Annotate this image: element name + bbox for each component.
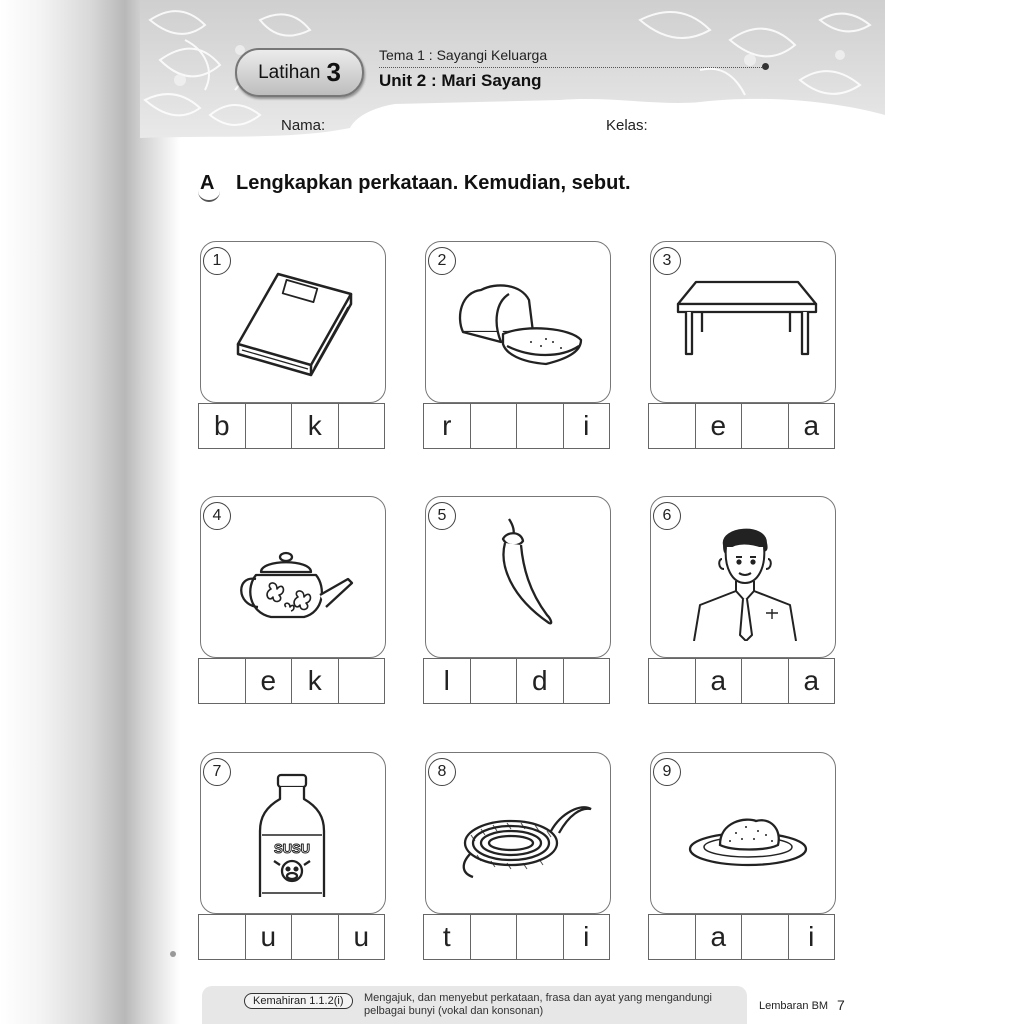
rope-icon xyxy=(441,773,595,897)
letter-box[interactable]: r xyxy=(424,404,471,448)
letter-box[interactable]: b xyxy=(199,404,246,448)
skill-code: Kemahiran 1.1.2(i) xyxy=(244,993,353,1009)
milk-bottle-icon xyxy=(216,773,370,897)
worksheet-page xyxy=(140,0,885,1024)
letter-box[interactable]: i xyxy=(808,921,815,952)
book-spine-shadow xyxy=(0,0,140,1024)
letter-box[interactable]: i xyxy=(583,410,590,441)
letter-boxes xyxy=(423,403,610,449)
letter-box[interactable] xyxy=(742,915,789,959)
letter-box[interactable] xyxy=(339,659,385,703)
item-number: 7 xyxy=(203,758,231,786)
letter-box[interactable] xyxy=(199,659,246,703)
section-swoosh xyxy=(198,190,220,202)
item-number: 8 xyxy=(428,758,456,786)
header-dot xyxy=(762,63,769,70)
class-label: Kelas: xyxy=(606,117,648,134)
letter-box[interactable] xyxy=(564,659,610,703)
item-card xyxy=(425,496,611,658)
book-icon xyxy=(216,262,370,386)
letter-box[interactable]: e xyxy=(696,404,743,448)
item-number: 6 xyxy=(653,502,681,530)
letter-box[interactable]: i xyxy=(583,921,590,952)
latihan-label: Latihan xyxy=(258,61,321,83)
letter-boxes xyxy=(198,658,385,704)
section-letter: A xyxy=(200,172,215,194)
item-card xyxy=(650,496,836,658)
item-number: 2 xyxy=(428,247,456,275)
letter-boxes xyxy=(198,914,385,960)
item-number: 9 xyxy=(653,758,681,786)
letter-box[interactable] xyxy=(292,915,339,959)
letter-box[interactable] xyxy=(199,915,246,959)
letter-box[interactable]: d xyxy=(517,659,564,703)
letter-box[interactable]: u xyxy=(246,915,293,959)
letter-box[interactable]: k xyxy=(292,659,339,703)
letter-boxes xyxy=(648,658,835,704)
letter-box[interactable]: t xyxy=(424,915,471,959)
milk-label: SUSU xyxy=(273,841,311,856)
letter-box[interactable] xyxy=(246,404,293,448)
theme-title: Tema 1 : Sayangi Keluarga xyxy=(379,47,548,63)
item-card xyxy=(425,752,611,914)
letter-box[interactable] xyxy=(742,659,789,703)
latihan-number: 3 xyxy=(326,57,341,87)
item-card xyxy=(425,241,611,403)
letter-box[interactable]: a xyxy=(696,915,743,959)
letter-box[interactable]: a xyxy=(696,659,743,703)
letter-box[interactable]: k xyxy=(292,404,339,448)
letter-box[interactable] xyxy=(649,404,696,448)
item-number: 3 xyxy=(653,247,681,275)
item-card xyxy=(200,496,386,658)
section-instruction: Lengkapkan perkataan. Kemudian, sebut. xyxy=(236,172,631,194)
chilli-icon xyxy=(441,517,595,641)
bread-icon xyxy=(441,262,595,386)
latihan-badge xyxy=(235,48,364,97)
item-card xyxy=(650,241,836,403)
father-icon xyxy=(666,517,820,641)
letter-box[interactable] xyxy=(471,404,518,448)
letter-boxes xyxy=(198,403,385,449)
letter-box[interactable] xyxy=(339,404,385,448)
letter-box[interactable]: u xyxy=(353,921,370,952)
table-icon xyxy=(666,262,820,386)
item-card xyxy=(200,752,386,914)
letter-box[interactable]: e xyxy=(246,659,293,703)
rice-plate-icon xyxy=(666,773,820,897)
name-label: Nama: xyxy=(281,117,326,134)
letter-boxes xyxy=(423,658,610,704)
teapot-icon xyxy=(216,517,370,641)
right-margin xyxy=(885,0,1024,1024)
item-card xyxy=(200,241,386,403)
item-card xyxy=(650,752,836,914)
letter-boxes xyxy=(648,403,835,449)
letter-box[interactable] xyxy=(517,404,564,448)
margin-mark xyxy=(170,951,176,957)
letter-box[interactable] xyxy=(649,915,696,959)
footer-label: Lembaran BM xyxy=(759,1000,829,1012)
page-number: 7 xyxy=(837,997,845,1013)
letter-boxes xyxy=(648,914,835,960)
letter-box[interactable]: a xyxy=(803,665,820,696)
item-number: 5 xyxy=(428,502,456,530)
letter-box[interactable] xyxy=(649,659,696,703)
letter-box[interactable] xyxy=(742,404,789,448)
letter-box[interactable] xyxy=(517,915,564,959)
letter-box[interactable]: a xyxy=(803,410,820,441)
letter-box[interactable]: l xyxy=(424,659,471,703)
letter-box[interactable] xyxy=(471,659,518,703)
gutter-shade xyxy=(140,0,180,1024)
item-number: 1 xyxy=(203,247,231,275)
letter-boxes xyxy=(423,914,610,960)
header-dotted-line xyxy=(379,67,764,68)
unit-title: Unit 2 : Mari Sayang xyxy=(379,71,542,90)
item-number: 4 xyxy=(203,502,231,530)
letter-box[interactable] xyxy=(471,915,518,959)
skill-description: Mengajuk, dan menyebut perkataan, frasa dan ayat yang mengandungi pelbagai bunyi (vokal dan konsonan) xyxy=(364,992,712,1017)
